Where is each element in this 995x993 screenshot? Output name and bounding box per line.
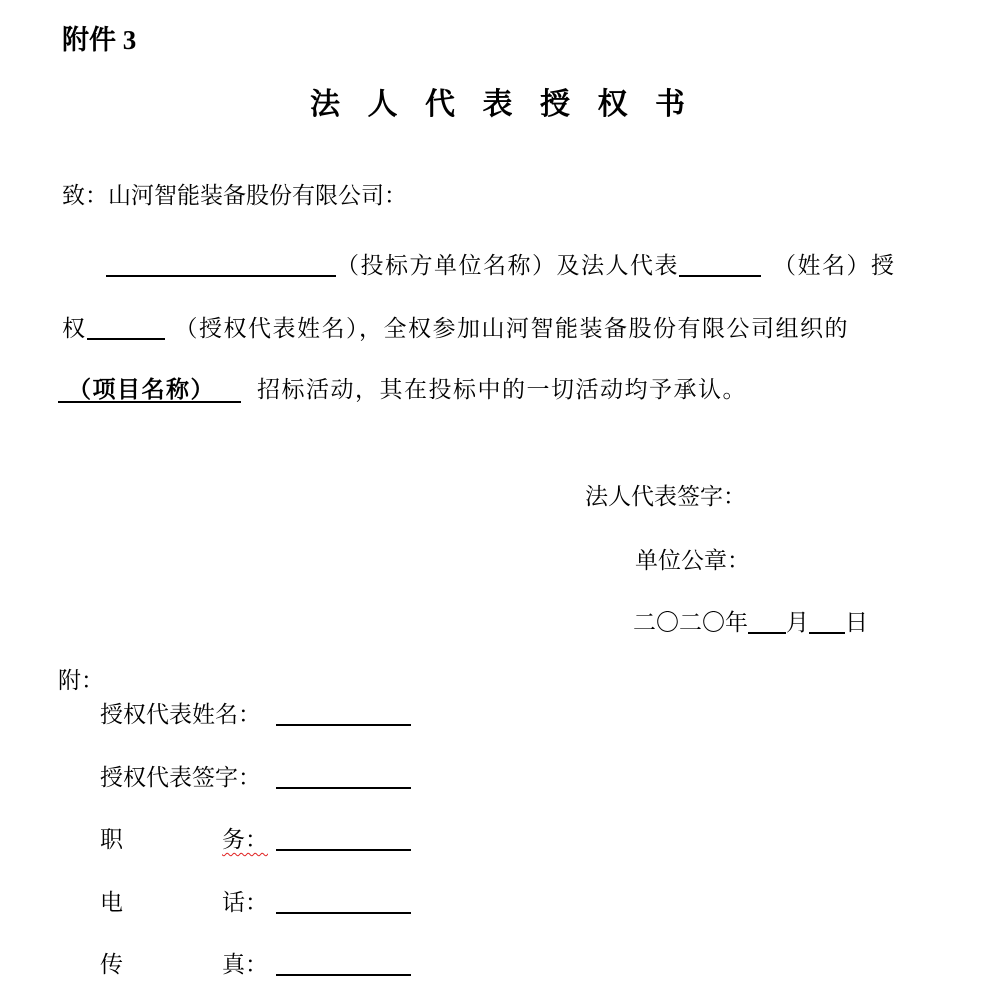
appendix-row-rep-name <box>100 703 411 726</box>
rep-signature-blank-field[interactable] <box>276 769 411 789</box>
authorized-rep-name-blank-field[interactable] <box>87 320 165 340</box>
attachment-label: 附件 3 <box>62 25 137 55</box>
fax-blank-field[interactable] <box>276 956 411 976</box>
date-month-text: 月 <box>786 610 809 635</box>
date-month-blank-field[interactable] <box>748 614 786 634</box>
row-label-head: 电 <box>100 890 123 915</box>
row-label-head: 授权代表姓名： <box>100 702 261 727</box>
date-line <box>633 611 868 634</box>
appendix-row-fax <box>100 953 411 976</box>
row-label-tail-spellcheck: 务： <box>222 827 268 852</box>
body-text: 招标活动，其在投标中的一切活动均予承认。 <box>257 377 747 402</box>
row-label-head: 职 <box>100 827 123 852</box>
body-paragraph-line-3 <box>58 378 747 403</box>
row-label <box>100 828 268 851</box>
telephone-blank-field[interactable] <box>276 894 411 914</box>
body-paragraph-line-1 <box>62 254 896 277</box>
row-label-tail: 话： <box>222 890 268 915</box>
row-label <box>100 953 268 976</box>
project-name-field[interactable]: （项目名称） <box>58 378 241 403</box>
date-day-blank-field[interactable] <box>809 614 845 634</box>
row-label-head: 传 <box>100 952 123 977</box>
body-text: 权 <box>62 316 87 341</box>
legal-rep-signature-label: 法人代表签字： <box>585 484 746 509</box>
document-title: 法 人 代 表 授 权 书 <box>310 88 695 121</box>
row-label <box>100 703 268 726</box>
appendix-row-position <box>100 828 411 851</box>
position-blank-field[interactable] <box>276 831 411 851</box>
appendix-row-telephone <box>100 891 411 914</box>
row-label-head: 授权代表签字： <box>100 765 261 790</box>
company-seal-label: 单位公章： <box>635 548 750 573</box>
body-text: （投标方单位名称）及法人代表 <box>336 253 679 278</box>
body-text: （授权代表姓名），全权参加山河智能装备股份有限公司组织的 <box>174 316 849 341</box>
rep-name-blank-field[interactable] <box>276 706 411 726</box>
salutation-line: 致：山河智能装备股份有限公司： <box>62 183 407 208</box>
body-paragraph-line-2 <box>62 317 849 340</box>
row-label <box>100 891 268 914</box>
row-label-tail: 真： <box>222 952 268 977</box>
appendix-row-rep-signature <box>100 766 411 789</box>
body-text: （姓名）授 <box>773 253 896 278</box>
date-year-text: 二〇二〇年 <box>633 610 748 635</box>
bidder-unit-blank-field[interactable] <box>106 257 336 277</box>
appendix-label: 附： <box>58 668 104 693</box>
date-day-text: 日 <box>845 610 868 635</box>
legal-rep-name-blank-field[interactable] <box>679 257 761 277</box>
row-label <box>100 766 268 789</box>
